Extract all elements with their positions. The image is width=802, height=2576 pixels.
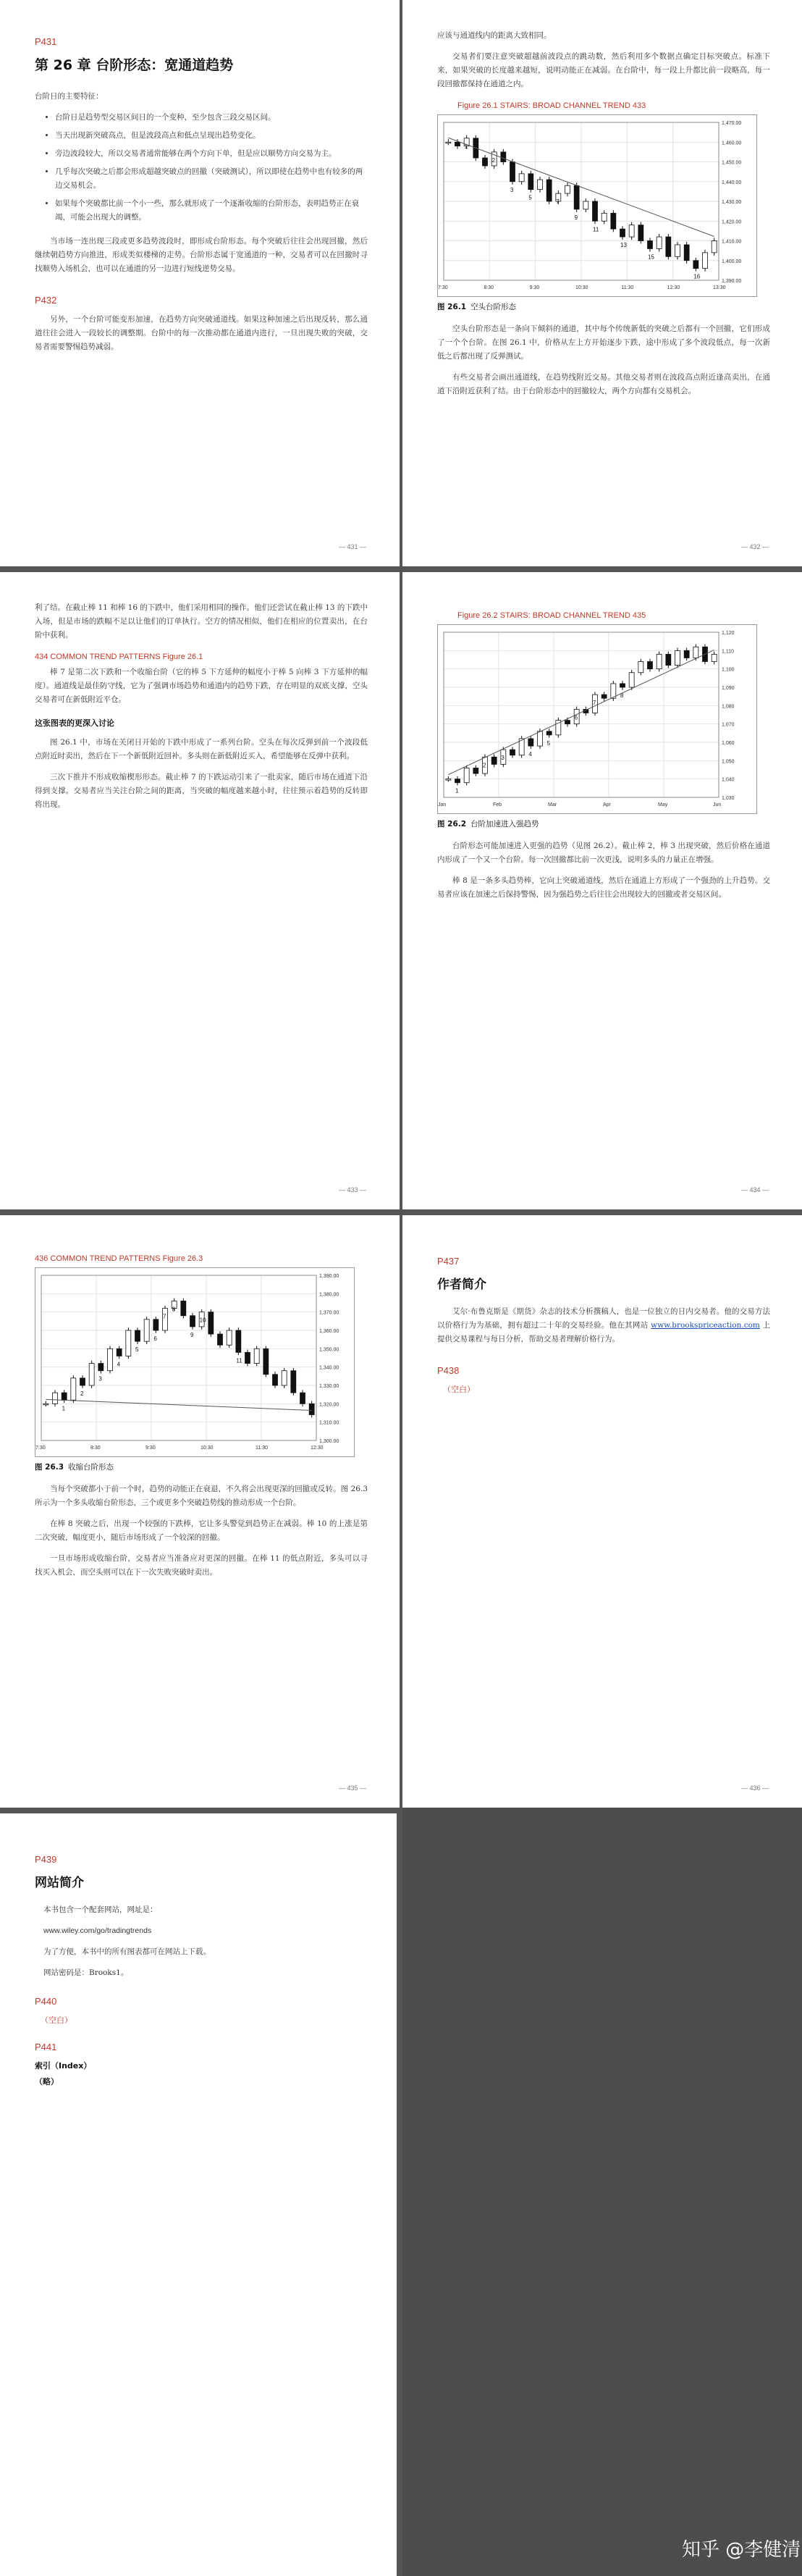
bar-number-label: 6 xyxy=(574,714,578,721)
y-tick-label: 1,310.00 xyxy=(319,1420,339,1426)
body-paragraph: 有些交易者会画出通道线，在趋势线附近交易。其他交易者则在波段高点附近逢高卖出，在通道下沿附近获利了结。由于台阶形态中的回撤较大，两个方向都有交易机会。 xyxy=(437,373,770,395)
page-footer: — 434 — xyxy=(740,1186,769,1193)
y-tick-label: 1,390.00 xyxy=(319,1274,339,1279)
figure-label: 图 26.1 xyxy=(437,303,467,311)
page-435 xyxy=(402,572,802,1209)
bar-number-label: 5 xyxy=(135,1346,139,1354)
body-paragraph: 三次下推并不形成收缩楔形形态。截止棒 7 的下跌运动引来了一批卖家，随后市场在通道下沿得到支撑。交易者应当关注台阶之间的距离，当突破的幅度越来越小时，往往预示着趋势的反转即将出现。 xyxy=(35,773,368,809)
body-paragraph: 交易者们要注意突破超越前波段点的跳动数，然后利用多个数据点确定目标突破点。标准下来，如果突破的长度越来越短，说明动能正在减弱。在台阶中，每一段上升都比前一段略高，每一段回撤都保持在通道之内。 xyxy=(437,52,770,88)
bar-number-label: 11 xyxy=(593,226,599,233)
price-bar xyxy=(491,757,497,764)
y-tick-label: 1,300.00 xyxy=(319,1439,339,1444)
page-footer: — 433 — xyxy=(338,1186,366,1193)
price-bar xyxy=(144,1320,149,1341)
price-bar xyxy=(638,225,643,241)
price-bar xyxy=(675,245,680,256)
price-bar xyxy=(629,673,634,687)
trend-channel-line xyxy=(46,1399,311,1410)
price-bar xyxy=(712,241,717,253)
body-paragraph: 当每个突破都小于前一个时，趋势的动能正在衰退，不久将会出现更深的回撤或反转。图 26.3 所示为一个多头收缩台阶形态，三个或更多个突破趋势线的推动形成一个台阶。 xyxy=(35,1485,368,1507)
bar-number-label: 3 xyxy=(510,186,514,193)
chart-figure-26-1 xyxy=(437,114,757,297)
index-note: （略） xyxy=(35,2077,59,2086)
bar-number-label: 11 xyxy=(236,1357,242,1364)
bar-number-label: 6 xyxy=(153,1335,157,1342)
page-number: P432 xyxy=(35,295,57,306)
page-number: P441 xyxy=(35,2042,57,2052)
price-bar xyxy=(483,158,488,166)
body-paragraph: 台阶形态可能加速进入更强的趋势（见图 26.2）。截止棒 2，棒 3 出现突破，然后价格在通道内形成了一个又一个台阶。每一次回撤都比前一次更浅，说明多头的力量正在增强。 xyxy=(437,842,770,864)
list-item: • 几乎每次突破之后都会形成超越突破点的回撤（突破测试），所以即使在趋势中也有较多的两边交易机会。 xyxy=(55,165,368,193)
y-tick-label: 1,060 xyxy=(722,741,735,746)
bar-number-label: 4 xyxy=(117,1361,121,1368)
price-bar xyxy=(263,1348,269,1374)
price-bar xyxy=(593,201,598,221)
row-separator xyxy=(0,566,802,572)
bar-number-label: 7 xyxy=(556,198,560,206)
price-bar xyxy=(254,1348,259,1363)
price-bar xyxy=(135,1330,140,1341)
price-bar xyxy=(62,1393,67,1400)
y-tick-label: 1,110 xyxy=(722,649,734,655)
y-tick-label: 1,070 xyxy=(722,722,735,728)
bar-number-label: 5 xyxy=(528,194,532,201)
y-tick-label: 1,330.00 xyxy=(319,1384,339,1389)
page-436 xyxy=(0,1215,400,1808)
price-bar xyxy=(291,1371,296,1393)
price-bar xyxy=(446,779,451,781)
page-number: P439 xyxy=(35,1854,57,1865)
feature-list xyxy=(35,111,368,225)
price-bar xyxy=(126,1330,131,1356)
bar-number-label: 7 xyxy=(163,1313,166,1320)
body-paragraph: 棒 7 是第二次下跌和一个收缩台阶（它的棒 5 下方延伸的幅度小于棒 5 向棒 3 下方延伸的幅度）。通道线是最佳防守线，它为了强调市场趋势和通道内的趋势下跌，存在明显的双底支撑，空头交易者可在新低附近平仓。 xyxy=(35,668,368,704)
price-bar xyxy=(501,152,506,162)
body-paragraph: 空头台阶形态是一条向下倾斜的通道，其中每个传统新低的突破之后都有一个回撤，它们形成了一个个台阶。在图 26.1 中，价格从左上方开始逐步下跌，途中形成了多个波段低点，每一次新低之后都出现了反弹测试。 xyxy=(437,324,770,361)
page-434 xyxy=(0,572,400,1209)
page-footer: — 432 — xyxy=(740,543,769,550)
figure-caption-text: 台阶加速进入强趋势 xyxy=(470,820,539,828)
y-tick-label: 1,080 xyxy=(722,704,735,710)
y-tick-label: 1,470.00 xyxy=(722,121,742,126)
x-tick-label: 11:30 xyxy=(621,285,634,290)
price-bar xyxy=(282,1371,287,1385)
intro-text: 台阶日的主要特征： xyxy=(35,92,104,101)
body-paragraph: 应该与通道线内的距离大致相同。 xyxy=(437,31,552,40)
row-separator xyxy=(0,1209,802,1215)
figure-caption-text: 空头台阶形态 xyxy=(470,303,517,311)
y-tick-label: 1,030 xyxy=(722,796,735,801)
page-439 xyxy=(0,1813,397,2576)
y-tick-label: 1,090 xyxy=(722,686,735,691)
price-bar xyxy=(666,237,671,256)
website-line: 本书包含一个配套网站，网址是： xyxy=(43,1905,158,1914)
author-bio xyxy=(437,1305,770,1346)
price-bar xyxy=(675,650,680,665)
price-bar xyxy=(684,650,689,658)
list-item: • 当天出现新突破高点，但是波段高点和低点呈现出趋势变化。 xyxy=(55,129,368,143)
price-bar xyxy=(80,1378,85,1385)
price-bar xyxy=(446,142,451,143)
price-bar xyxy=(574,185,579,209)
price-bar xyxy=(89,1364,94,1385)
y-tick-label: 1,050 xyxy=(722,759,735,765)
price-bar xyxy=(528,174,533,190)
price-bar xyxy=(712,654,717,661)
website-password: 网站密码是：Brooks1。 xyxy=(43,1968,129,1977)
price-bar xyxy=(538,180,543,190)
page-number: P437 xyxy=(437,1256,460,1267)
blank-page-note: （空白） xyxy=(41,2015,72,2025)
y-tick-label: 1,400.00 xyxy=(722,259,742,264)
price-bar xyxy=(657,654,662,668)
x-tick-label: 11:30 xyxy=(256,1446,268,1451)
figure-caption xyxy=(437,301,770,312)
y-tick-label: 1,100 xyxy=(722,667,735,673)
y-tick-label: 1,430.00 xyxy=(722,200,742,205)
website-line: 为了方便，本书中的所有图表都可在网站上下载。 xyxy=(43,1947,211,1956)
bar-number-label: 4 xyxy=(528,751,532,758)
column-gutter xyxy=(397,1808,402,2576)
price-bar xyxy=(583,201,588,209)
price-bar xyxy=(684,245,689,261)
chapter-title: 第 26 章 台阶形态：宽通道趋势 xyxy=(35,57,234,73)
price-bar xyxy=(666,654,671,665)
figure-caption xyxy=(35,1461,368,1472)
y-tick-label: 1,040 xyxy=(722,777,735,783)
price-bar xyxy=(190,1316,195,1327)
bar-number-label: 13 xyxy=(620,242,627,249)
bar-number-label: 9 xyxy=(190,1331,194,1338)
website-title: 网站简介 xyxy=(35,1876,84,1890)
x-tick-label: 13:30 xyxy=(713,285,726,290)
author-bio-text-end: 上提供交易课程与每日分析，帮助交易者理解价格行为。 xyxy=(437,1321,770,1343)
price-bar xyxy=(657,237,662,248)
price-bar xyxy=(464,768,469,782)
x-tick-label: May xyxy=(658,802,668,807)
price-bar xyxy=(620,229,625,237)
y-tick-label: 1,370.00 xyxy=(319,1310,339,1316)
x-tick-label: 12:30 xyxy=(667,285,680,290)
price-bar xyxy=(510,162,515,182)
list-item: • 如果每个突破都比前一个小一些，那么就形成了一个逐渐收缩的台阶形态，表明趋势正在衰竭，可能会出现大的调整。 xyxy=(55,197,368,225)
list-item: • 旁边波段较大，所以交易者通常能够在两个方向下单，但是应以顺势方向交易为主。 xyxy=(55,147,368,161)
y-tick-label: 1,350.00 xyxy=(319,1347,339,1353)
price-bar xyxy=(693,647,698,658)
price-bar xyxy=(693,261,698,269)
price-bar xyxy=(648,662,653,669)
x-tick-label: 8:30 xyxy=(484,285,494,290)
bar-number-label: 2 xyxy=(483,762,486,769)
price-bar xyxy=(98,1364,104,1371)
price-bar xyxy=(300,1393,305,1404)
body-paragraph: 一旦市场形成收缩台阶，交易者应当准备应对更深的回撤。在棒 11 的低点附近，多头可以寻找买入机会，而空头则可以在下一次失败突破时卖出。 xyxy=(35,1554,368,1577)
price-bar xyxy=(153,1320,159,1330)
bar-number-label: 2 xyxy=(491,156,496,164)
page-footer: — 436 — xyxy=(740,1784,769,1792)
chart-figure-26-2 xyxy=(437,624,757,814)
figure-caption xyxy=(437,818,770,829)
y-tick-label: 1,340.00 xyxy=(319,1365,339,1371)
chart-figure-26-3 xyxy=(35,1267,355,1457)
body-paragraph: 当市场一连出现三段或更多趋势波段时，即形成台阶形态。每个突破后往往会出现回撤，然后继续朝趋势方向推进，形成类似楼梯的走势。台阶形态属于宽通道的一种，交易者可以在回撤时寻找顺势入场机会，也可以在通道的另一边进行短线逆势交易。 xyxy=(35,237,368,273)
page-431 xyxy=(0,0,400,566)
x-tick-label: Apr xyxy=(603,802,611,807)
section-heading: 434 COMMON TREND PATTERNS Figure 26.1 xyxy=(35,653,203,661)
price-bar xyxy=(565,721,570,724)
price-bar xyxy=(227,1330,232,1345)
price-bar xyxy=(71,1378,76,1400)
price-bar xyxy=(455,779,460,783)
body-paragraph: 另外，一个台阶可能变形加速，在趋势方向突破通道线。如果这种加速之后出现反转，那么通道往往会进入一段较长的调整期。台阶中的每一次推动都在通道内进行，一旦出现失败的突破，交易者需要警惕趋势减弱。 xyxy=(35,315,368,351)
index-title: 索引（Index） xyxy=(35,2061,92,2071)
figure-title: 436 COMMON TREND PATTERNS Figure 26.3 xyxy=(35,1254,203,1263)
x-tick-label: 7:30 xyxy=(438,285,448,290)
price-bar xyxy=(546,731,552,735)
x-tick-label: 9:30 xyxy=(529,285,540,290)
blank-page-note: （空白） xyxy=(443,1385,475,1394)
price-bar xyxy=(53,1393,58,1404)
x-tick-label: 8:30 xyxy=(90,1446,101,1451)
bar-number-label: 16 xyxy=(693,273,701,280)
price-bar xyxy=(473,768,478,773)
y-tick-label: 1,380.00 xyxy=(319,1292,339,1298)
plot-frame xyxy=(41,1275,316,1440)
y-tick-label: 1,440.00 xyxy=(722,180,742,185)
y-tick-label: 1,410.00 xyxy=(722,239,742,245)
price-bar xyxy=(108,1348,113,1370)
body-paragraph: 在棒 8 突破之后，出现一个较强的下跌棒，它让多头警觉到趋势正在减弱。棒 10 的上涨是第二次突破，幅度更小，随后市场形成了一个较深的回撤。 xyxy=(35,1519,368,1542)
bar-number-label: 8 xyxy=(620,692,624,699)
price-bar xyxy=(565,185,570,193)
body-paragraph: 图 26.1 中，市场在关闭日开始的下跌中形成了一系列台阶。空头在每次反弹到前一个波段低点附近时卖出，然后在下一个新低附近回补。多头则在新低附近买入，希望能够在反弹中获利。 xyxy=(35,738,368,760)
x-tick-label: Mar xyxy=(548,802,557,807)
watermark: 知乎 @李健清 xyxy=(682,2539,801,2561)
website-url[interactable]: www.wiley.com/go/tradingtrends xyxy=(43,1926,152,1935)
page-number: P438 xyxy=(437,1365,460,1376)
bar-number-label: 10 xyxy=(199,1317,206,1324)
list-item: • 台阶日是趋势型交易区间日的一个变种，至少包含三段交易区间。 xyxy=(55,111,368,125)
y-tick-label: 1,360.00 xyxy=(319,1329,339,1334)
y-tick-label: 1,420.00 xyxy=(722,219,742,225)
page-433 xyxy=(402,0,802,566)
price-bar xyxy=(519,174,524,182)
price-bar xyxy=(648,241,653,249)
price-bar xyxy=(602,213,607,221)
x-tick-label: 12:30 xyxy=(311,1446,324,1451)
subheading: 这张图表的更深入讨论 xyxy=(35,718,114,728)
bar-number-label: 9 xyxy=(574,214,578,221)
bar-number-label: 3 xyxy=(98,1375,102,1383)
bar-number-label: 15 xyxy=(648,253,654,261)
y-tick-label: 1,390.00 xyxy=(722,279,742,284)
page-number: P431 xyxy=(35,36,57,47)
price-bar xyxy=(43,1404,48,1405)
price-bar xyxy=(273,1375,278,1385)
bar-number-label: 3 xyxy=(501,755,505,762)
x-tick-label: 10:30 xyxy=(200,1446,214,1451)
price-bar xyxy=(528,739,533,746)
price-bar xyxy=(218,1334,223,1345)
author-website-link[interactable]: www.brookspriceaction.com xyxy=(651,1321,760,1330)
price-bar xyxy=(236,1330,241,1352)
price-bar xyxy=(455,142,460,146)
x-tick-label: Feb xyxy=(493,802,502,807)
x-tick-label: 9:30 xyxy=(145,1446,156,1451)
price-bar xyxy=(117,1348,122,1356)
page-number: P440 xyxy=(35,1996,57,2007)
price-bar xyxy=(510,750,515,755)
author-bio-text: 艾尔·布鲁克斯是《期货》杂志的技术分析撰稿人，也是一位独立的日内交易者。他的交易方法以价格行为为基础，拥有超过二十年的交易经验。他在其网站 xyxy=(437,1307,770,1330)
bar-number-label: 1 xyxy=(455,787,459,794)
figure-caption-text: 收缩台阶形态 xyxy=(68,1463,114,1472)
price-bar xyxy=(546,180,552,201)
price-bar xyxy=(638,662,643,673)
bar-number-label: 8 xyxy=(172,1306,176,1313)
page-437 xyxy=(402,1215,802,1808)
bar-number-label: 1 xyxy=(62,1405,66,1412)
price-bar xyxy=(245,1352,250,1363)
figure-title: Figure 26.2 STAIRS: BROAD CHANNEL TREND 435 xyxy=(457,611,646,620)
page-footer: — 431 — xyxy=(338,543,366,550)
figure-label: 图 26.3 xyxy=(35,1463,64,1472)
price-bar xyxy=(703,253,708,269)
figure-label: 图 26.2 xyxy=(437,820,467,828)
author-title: 作者简介 xyxy=(437,1277,486,1292)
price-bar xyxy=(629,225,634,237)
x-tick-label: 10:30 xyxy=(575,285,588,290)
figure-title: Figure 26.1 STAIRS: BROAD CHANNEL TREND 433 xyxy=(457,101,646,110)
bar-number-label: 1 xyxy=(464,143,468,150)
bar-number-label: 5 xyxy=(546,739,551,747)
empty-page-area xyxy=(400,1808,802,2576)
price-bar xyxy=(602,695,607,698)
y-tick-label: 1,120 xyxy=(722,631,735,636)
price-bar xyxy=(538,731,543,746)
price-bar xyxy=(181,1301,186,1315)
price-bar xyxy=(620,684,625,687)
price-bar xyxy=(611,213,616,229)
bar-number-label: 2 xyxy=(80,1390,84,1397)
y-tick-label: 1,320.00 xyxy=(319,1402,339,1408)
body-paragraph: 棒 8 是一条多头趋势棒，它向上突破通道线，然后在通道上方形成了一个强劲的上升趋势。交易者应该在加速之后保持警惕，因为强趋势之后往往会出现较大的回撤或者交易区间。 xyxy=(437,876,770,899)
y-tick-label: 1,450.00 xyxy=(722,160,742,166)
body-paragraph: 利了结。在截止棒 11 和棒 16 的下跌中，他们采用相同的操作。他们还尝试在截止棒 13 的下跌中入场，但是市场的跌幅不足以让他们的订单执行。空方的情况相似，他们在相应的位置卖出，在台阶中获利。 xyxy=(35,603,368,639)
price-bar xyxy=(208,1312,214,1334)
x-tick-label: Jan xyxy=(438,802,447,807)
bar-number-label: 7 xyxy=(593,700,596,707)
page-footer: — 435 — xyxy=(338,1784,366,1792)
x-tick-label: 7:30 xyxy=(35,1446,46,1451)
price-bar xyxy=(309,1404,314,1414)
x-tick-label: Jun xyxy=(713,802,722,807)
y-tick-label: 1,460.00 xyxy=(722,140,742,146)
